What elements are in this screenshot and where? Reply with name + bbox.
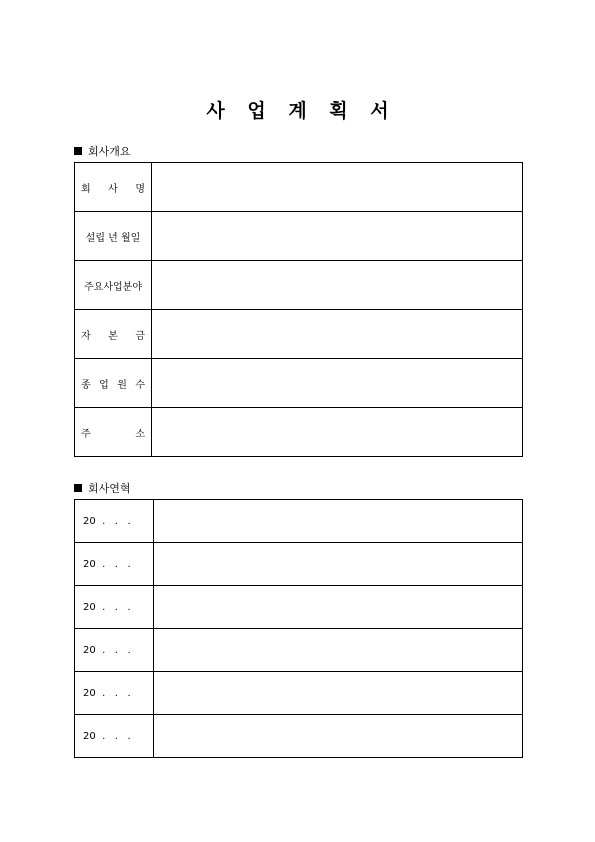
- label-char: 수: [135, 379, 145, 391]
- table-row: [75, 359, 523, 408]
- label-text: 설립 년 월일: [85, 232, 141, 244]
- company-name-field[interactable]: [152, 163, 523, 212]
- overview-heading: [74, 143, 131, 159]
- history-date-text: 20 . . .: [83, 644, 131, 656]
- history-event-field[interactable]: [154, 500, 523, 543]
- history-date-text: 20 . . .: [83, 515, 131, 527]
- page-title: 사 업 계 획 서: [206, 100, 397, 122]
- label-char: 명: [135, 183, 145, 195]
- history-date: [75, 629, 154, 672]
- label-char: 사: [108, 183, 118, 195]
- history-date-text: 20 . . .: [83, 730, 131, 742]
- label-char: 원: [117, 379, 127, 391]
- label-text: 주요사업분야: [84, 281, 142, 293]
- history-date-text: 20 . . .: [83, 687, 131, 699]
- history-event-field[interactable]: [154, 586, 523, 629]
- table-row: [75, 310, 523, 359]
- address-label: [75, 408, 152, 457]
- capital-label: [75, 310, 152, 359]
- history-date: [75, 672, 154, 715]
- table-row: [75, 408, 523, 457]
- employee-count-field[interactable]: [152, 359, 523, 408]
- company-overview-table: [74, 162, 523, 457]
- label-char: 자: [81, 330, 91, 342]
- black-square-icon: [74, 484, 82, 492]
- address-field[interactable]: [152, 408, 523, 457]
- capital-field[interactable]: [152, 310, 523, 359]
- table-row: [75, 261, 523, 310]
- black-square-icon: [74, 147, 82, 155]
- main-business-field[interactable]: [152, 261, 523, 310]
- history-event-field[interactable]: [154, 715, 523, 758]
- company-history-table: [74, 499, 523, 758]
- history-event-field[interactable]: [154, 543, 523, 586]
- label-char: 본: [108, 330, 118, 342]
- employee-count-label: [75, 359, 152, 408]
- table-row: [75, 163, 523, 212]
- history-event-field[interactable]: [154, 672, 523, 715]
- company-name-label: [75, 163, 152, 212]
- label-char: 종: [81, 379, 91, 391]
- label-char: 소: [135, 428, 145, 440]
- history-event-field[interactable]: [154, 629, 523, 672]
- table-row: [75, 212, 523, 261]
- label-char: 금: [135, 330, 145, 342]
- history-date: [75, 715, 154, 758]
- history-heading-text: 회사연혁: [88, 482, 131, 495]
- history-heading: [74, 480, 131, 496]
- history-date: [75, 500, 154, 543]
- table-row: [75, 586, 523, 629]
- history-date: [75, 586, 154, 629]
- table-row: [75, 672, 523, 715]
- table-row: [75, 543, 523, 586]
- main-business-label: [75, 261, 152, 310]
- table-row: [75, 629, 523, 672]
- history-date-text: 20 . . .: [83, 601, 131, 613]
- history-date-text: 20 . . .: [83, 558, 131, 570]
- established-date-field[interactable]: [152, 212, 523, 261]
- label-char: 업: [99, 379, 109, 391]
- table-row: [75, 715, 523, 758]
- established-date-label: [75, 212, 152, 261]
- table-row: [75, 500, 523, 543]
- label-char: 주: [81, 428, 91, 440]
- label-char: 회: [81, 183, 91, 195]
- overview-heading-text: 회사개요: [88, 145, 131, 158]
- history-date: [75, 543, 154, 586]
